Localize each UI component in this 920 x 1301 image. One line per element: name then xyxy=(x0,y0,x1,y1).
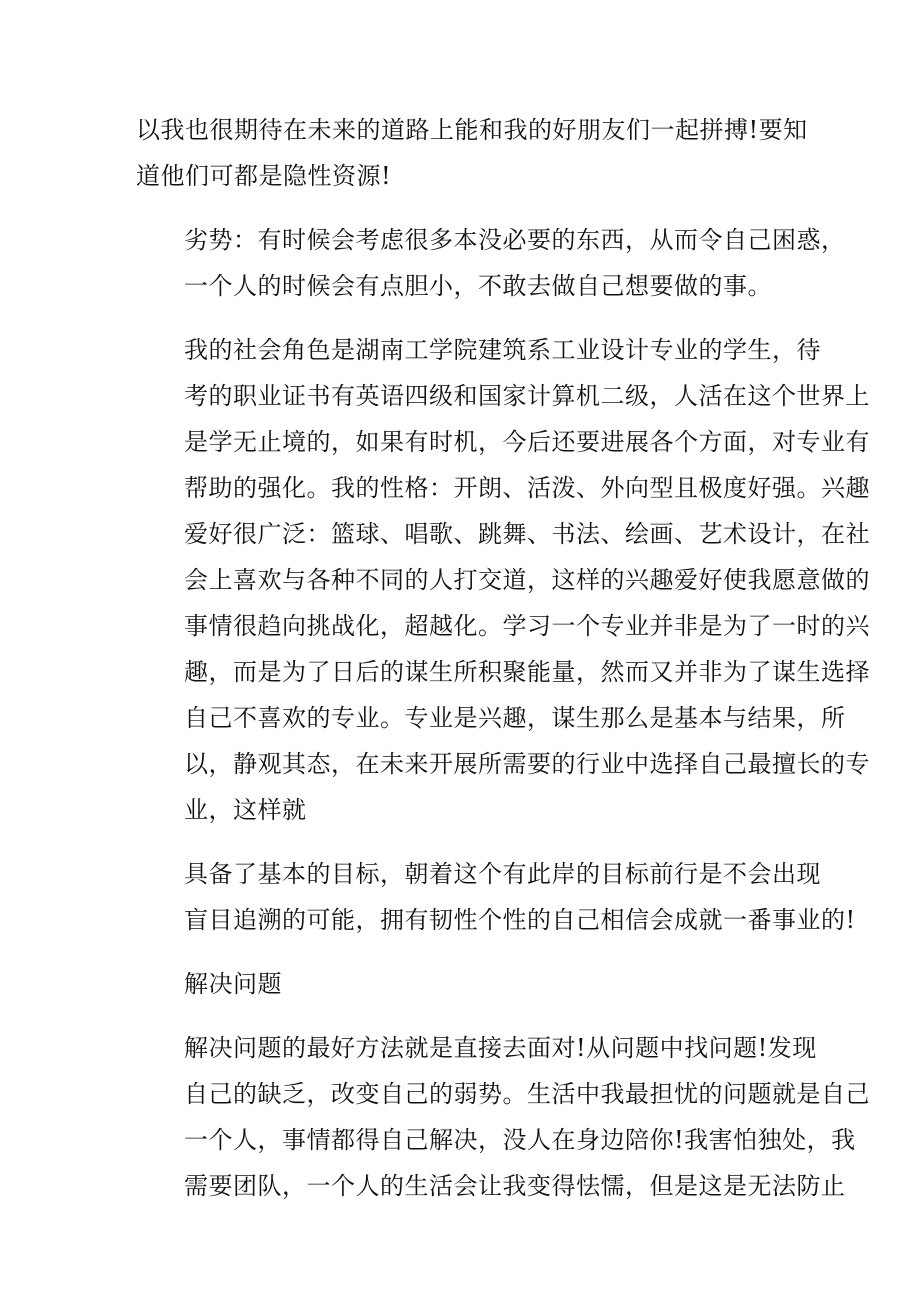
paragraph-resources xyxy=(136,107,808,199)
text-line: 是学无止境的，如果有时机，今后还要进展各个方面，对专业有 xyxy=(184,428,870,456)
text-line: 以我也很期待在未来的道路上能和我的好朋友们一起拼搏!要知 xyxy=(136,116,808,144)
text-line: 一个人的时候会有点胆小，不敢去做自己想要做的事。 xyxy=(184,272,772,300)
text-line: 需要团队，一个人的生活会让我变得怯懦，但是这是无法防止 xyxy=(184,1172,846,1200)
text-line: 道他们可都是隐性资源! xyxy=(136,162,392,190)
text-line: 以，静观其态，在未来开展所需要的行业中选择自己最擅长的专 xyxy=(184,750,870,778)
text-line: 考的职业证书有英语四级和国家计算机二级，人活在这个世界上 xyxy=(184,382,870,410)
text-line: 解决问题的最好方法就是直接去面对!从问题中找问题!发现 xyxy=(184,1034,817,1062)
paragraph-goal xyxy=(136,851,856,943)
text-line: 帮助的强化。我的性格：开朗、活泼、外向型且极度好强。兴趣 xyxy=(184,474,870,502)
text-line: 事情很趋向挑战化，超越化。学习一个专业并非是为了一时的兴 xyxy=(184,612,870,640)
text-line: 爱好很广泛：篮球、唱歌、跳舞、书法、绘画、艺术设计，在社 xyxy=(184,520,870,548)
text-line: 自己不喜欢的专业。专业是兴趣，谋生那么是基本与结果，所 xyxy=(184,704,846,732)
text-line: 我的社会角色是湖南工学院建筑系工业设计专业的学生，待 xyxy=(184,336,821,364)
paragraph-social-role xyxy=(136,327,870,833)
text-line: 劣势：有时候会考虑很多本没必要的东西，从而令自己困惑， xyxy=(184,226,846,254)
text-line: 具备了基本的目标，朝着这个有此岸的目标前行是不会出现 xyxy=(184,860,821,888)
section-heading-solve-problems xyxy=(136,961,796,1007)
paragraph-solve-problems xyxy=(136,1025,870,1209)
text-line: 业，这样就 xyxy=(184,796,307,824)
text-line: 自己的缺乏，改变自己的弱势。生活中我最担忧的问题就是自己 xyxy=(184,1080,870,1108)
text-line: 会上喜欢与各种不同的人打交道，这样的兴趣爱好使我愿意做的 xyxy=(184,566,870,594)
document-body xyxy=(136,107,870,1227)
text-line: 一个人，事情都得自己解决，没人在身边陪你!我害怕独处，我 xyxy=(184,1126,856,1154)
text-line: 盲目追溯的可能，拥有韧性个性的自己相信会成就一番事业的! xyxy=(184,906,856,934)
text-line: 解决问题 xyxy=(184,970,282,998)
paragraph-weakness xyxy=(136,217,846,309)
text-line: 趣，而是为了日后的谋生所积聚能量，然而又并非为了谋生选择 xyxy=(184,658,870,686)
